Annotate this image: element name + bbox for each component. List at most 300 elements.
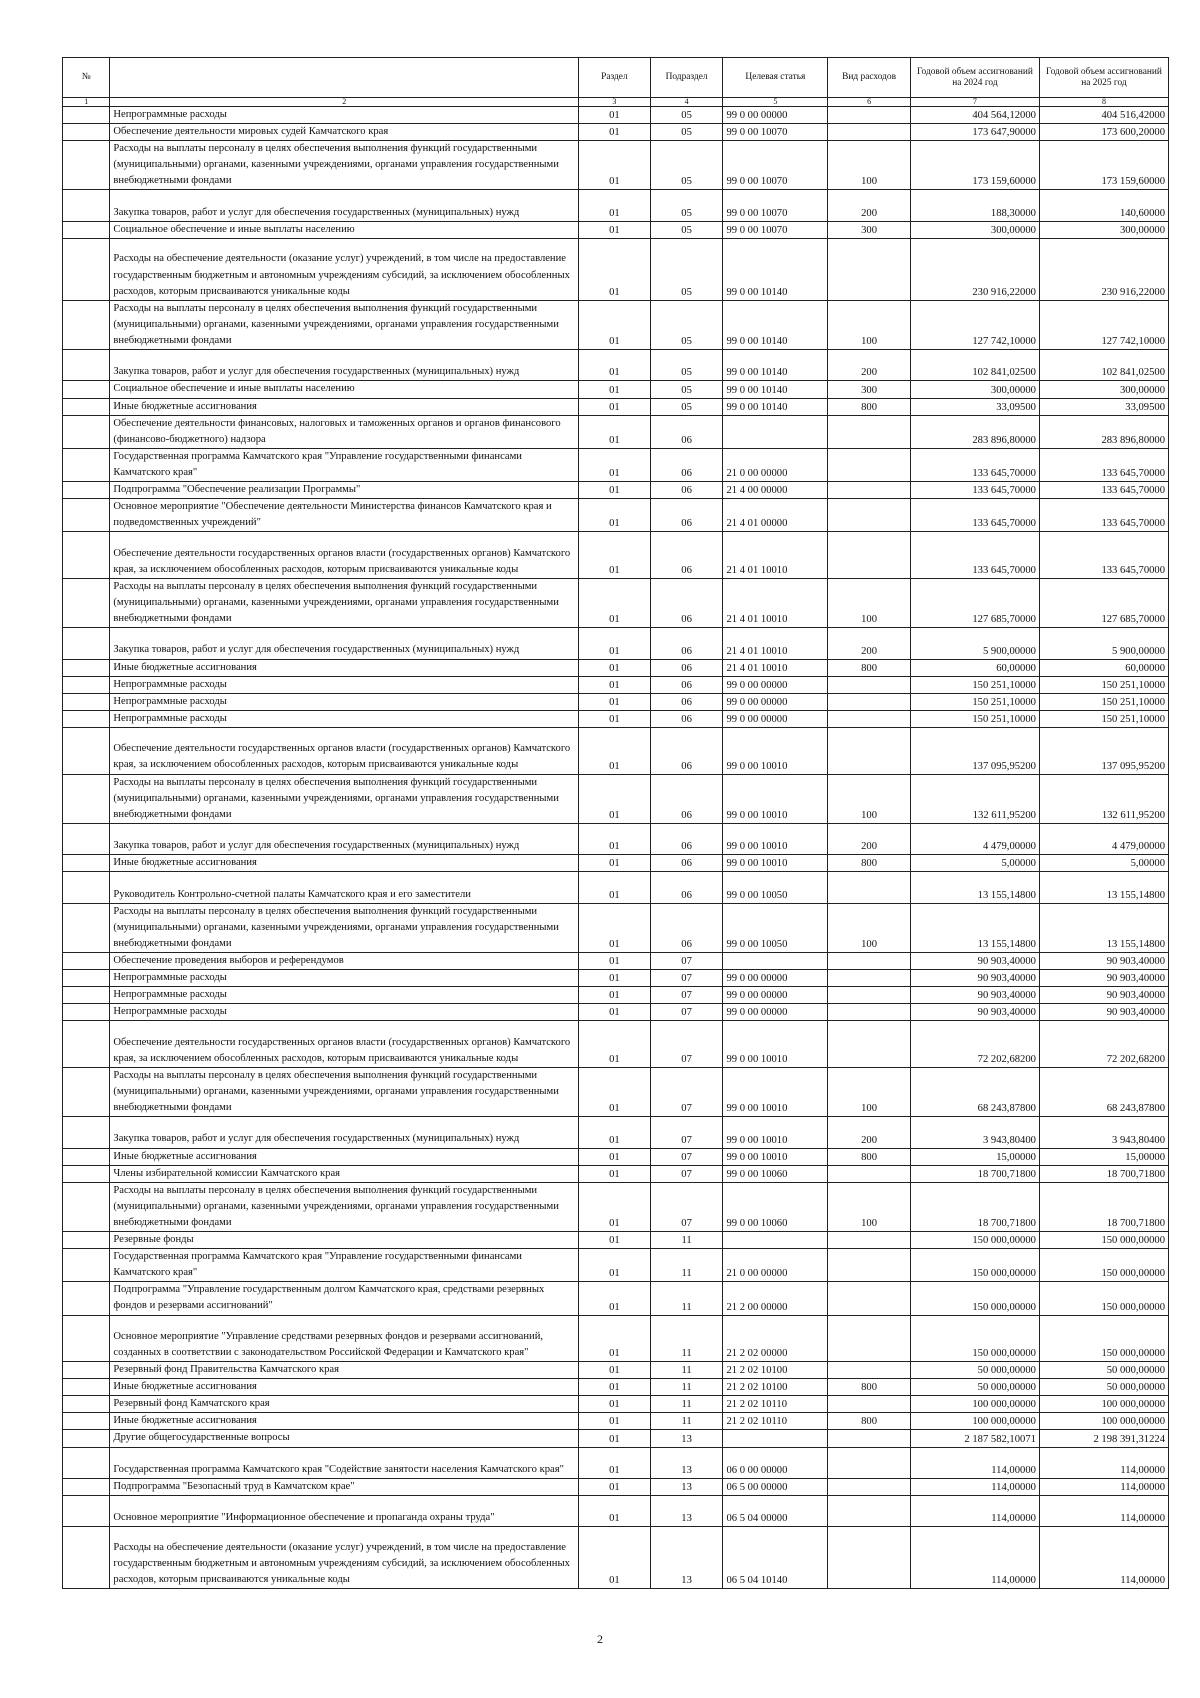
row-razdel: 01 (579, 903, 651, 952)
row-target-article: 06 5 04 00000 (723, 1496, 828, 1527)
row-expense-type (828, 1021, 911, 1068)
row-expense-type: 800 (828, 659, 911, 676)
row-expense-type (828, 710, 911, 727)
row-expense-type: 100 (828, 1067, 911, 1116)
row-number (63, 1430, 110, 1447)
row-allocation-2024: 173 647,90000 (910, 124, 1039, 141)
row-allocation-2025: 300,00000 (1039, 221, 1168, 238)
row-razdel: 01 (579, 499, 651, 532)
row-allocation-2025: 90 903,40000 (1039, 987, 1168, 1004)
row-podrazdel: 05 (650, 350, 723, 381)
row-podrazdel: 07 (650, 1165, 723, 1182)
row-podrazdel: 06 (650, 628, 723, 659)
row-razdel: 01 (579, 855, 651, 872)
table-row (63, 1413, 1169, 1430)
row-number (63, 1379, 110, 1396)
row-razdel: 01 (579, 1004, 651, 1021)
row-allocation-2025: 90 903,40000 (1039, 970, 1168, 987)
row-allocation-2024: 127 685,70000 (910, 578, 1039, 627)
table-row (63, 1282, 1169, 1315)
row-name: Расходы на выплаты персоналу в целях обеспечения выполнения функций государственными (муниципальными) органами, казенными учреждениями, органами управления государственными внебюджетными фондами (110, 1182, 579, 1231)
row-allocation-2025: 114,00000 (1039, 1478, 1168, 1495)
row-number (63, 1067, 110, 1116)
row-razdel: 01 (579, 107, 651, 124)
row-number (63, 676, 110, 693)
row-name: Расходы на выплаты персоналу в целях обеспечения выполнения функций государственными (муниципальными) органами, казенными учреждениями, органами управления государственными внебюджетными фондами (110, 578, 579, 627)
row-target-article: 99 0 00 10060 (723, 1165, 828, 1182)
table-row (63, 1067, 1169, 1116)
row-expense-type (828, 1478, 911, 1495)
row-allocation-2025: 13 155,14800 (1039, 903, 1168, 952)
row-allocation-2025: 283 896,80000 (1039, 415, 1168, 448)
row-name: Государственная программа Камчатского края "Управление государственными финансами Камчатского края" (110, 1249, 579, 1282)
row-allocation-2024: 15,00000 (910, 1148, 1039, 1165)
row-number (63, 872, 110, 903)
row-allocation-2025: 173 159,60000 (1039, 141, 1168, 190)
row-razdel: 01 (579, 1413, 651, 1430)
header-razdel: Раздел (579, 58, 651, 98)
row-name: Расходы на обеспечение деятельности (оказание услуг) учреждений, в том числе на предоставление государственным бюджетным и автономным учреждениям субсидий, за исключением обособленных расходов, которым присваиваются уникальные коды (110, 238, 579, 300)
table-row (63, 499, 1169, 532)
row-allocation-2025: 4 479,00000 (1039, 823, 1168, 854)
row-number (63, 727, 110, 774)
table-row (63, 1379, 1169, 1396)
row-allocation-2025: 127 742,10000 (1039, 300, 1168, 349)
row-target-article: 06 5 00 00000 (723, 1478, 828, 1495)
row-expense-type: 800 (828, 855, 911, 872)
row-name: Иные бюджетные ассигнования (110, 659, 579, 676)
table-row (63, 481, 1169, 498)
row-target-article: 99 0 00 00000 (723, 1004, 828, 1021)
row-target-article: 21 4 00 00000 (723, 481, 828, 498)
row-expense-type (828, 693, 911, 710)
row-allocation-2024: 3 943,80400 (910, 1117, 1039, 1148)
table-row (63, 190, 1169, 221)
table-row (63, 1527, 1169, 1589)
row-podrazdel: 06 (650, 727, 723, 774)
row-name: Обеспечение проведения выборов и референдумов (110, 952, 579, 969)
row-target-article: 06 0 00 00000 (723, 1447, 828, 1478)
row-allocation-2025: 150 251,10000 (1039, 710, 1168, 727)
row-razdel: 01 (579, 710, 651, 727)
row-podrazdel: 13 (650, 1447, 723, 1478)
row-expense-type: 300 (828, 221, 911, 238)
row-expense-type (828, 987, 911, 1004)
table-row (63, 1496, 1169, 1527)
row-allocation-2024: 114,00000 (910, 1496, 1039, 1527)
row-name: Иные бюджетные ассигнования (110, 1148, 579, 1165)
row-razdel: 01 (579, 190, 651, 221)
row-podrazdel: 06 (650, 693, 723, 710)
table-row (63, 710, 1169, 727)
row-name: Резервный фонд Камчатского края (110, 1396, 579, 1413)
row-allocation-2025: 13 155,14800 (1039, 872, 1168, 903)
row-allocation-2024: 137 095,95200 (910, 727, 1039, 774)
row-allocation-2025: 404 516,42000 (1039, 107, 1168, 124)
table-row (63, 1396, 1169, 1413)
row-number (63, 238, 110, 300)
row-name: Непрограммные расходы (110, 676, 579, 693)
table-row (63, 774, 1169, 823)
table-row (63, 398, 1169, 415)
row-allocation-2025: 15,00000 (1039, 1148, 1168, 1165)
table-row (63, 676, 1169, 693)
row-allocation-2025: 133 645,70000 (1039, 499, 1168, 532)
table-row (63, 300, 1169, 349)
row-allocation-2025: 18 700,71800 (1039, 1165, 1168, 1182)
header-target-article: Целевая статья (723, 58, 828, 98)
table-row (63, 1315, 1169, 1362)
row-razdel: 01 (579, 952, 651, 969)
row-podrazdel: 06 (650, 532, 723, 579)
header-number: № (63, 58, 110, 98)
row-number (63, 1478, 110, 1495)
row-razdel: 01 (579, 1315, 651, 1362)
row-target-article: 99 0 00 00000 (723, 987, 828, 1004)
row-target-article: 21 4 01 10010 (723, 578, 828, 627)
row-number (63, 1282, 110, 1315)
row-razdel: 01 (579, 481, 651, 498)
row-allocation-2024: 5 900,00000 (910, 628, 1039, 659)
row-number (63, 659, 110, 676)
row-razdel: 01 (579, 1496, 651, 1527)
row-razdel: 01 (579, 659, 651, 676)
row-podrazdel: 13 (650, 1430, 723, 1447)
row-razdel: 01 (579, 1165, 651, 1182)
row-podrazdel: 05 (650, 107, 723, 124)
header-podrazdel: Подраздел (650, 58, 723, 98)
row-expense-type (828, 872, 911, 903)
table-row (63, 1430, 1169, 1447)
table-row (63, 628, 1169, 659)
row-name: Расходы на обеспечение деятельности (оказание услуг) учреждений, в том числе на предоставление государственным бюджетным и автономным учреждениям субсидий, за исключением обособленных расходов, которым присваиваются уникальные коды (110, 1527, 579, 1589)
row-expense-type (828, 124, 911, 141)
row-allocation-2025: 68 243,87800 (1039, 1067, 1168, 1116)
row-allocation-2024: 150 000,00000 (910, 1232, 1039, 1249)
row-allocation-2025: 114,00000 (1039, 1496, 1168, 1527)
row-number (63, 415, 110, 448)
row-number (63, 300, 110, 349)
column-number: 6 (828, 98, 911, 107)
row-target-article: 06 5 04 10140 (723, 1527, 828, 1589)
row-podrazdel: 07 (650, 1117, 723, 1148)
row-allocation-2024: 127 742,10000 (910, 300, 1039, 349)
row-allocation-2024: 5,00000 (910, 855, 1039, 872)
row-allocation-2024: 150 000,00000 (910, 1282, 1039, 1315)
row-allocation-2024: 72 202,68200 (910, 1021, 1039, 1068)
row-target-article: 99 0 00 10070 (723, 221, 828, 238)
row-expense-type: 800 (828, 1379, 911, 1396)
row-allocation-2024: 114,00000 (910, 1447, 1039, 1478)
row-number (63, 1232, 110, 1249)
row-target-article (723, 1232, 828, 1249)
table-row (63, 1165, 1169, 1182)
row-target-article: 99 0 00 00000 (723, 107, 828, 124)
row-target-article (723, 415, 828, 448)
budget-table (62, 57, 1169, 1589)
row-number (63, 107, 110, 124)
row-target-article: 21 2 02 10110 (723, 1413, 828, 1430)
row-allocation-2025: 133 645,70000 (1039, 481, 1168, 498)
row-allocation-2024: 50 000,00000 (910, 1362, 1039, 1379)
table-row (63, 107, 1169, 124)
column-number: 8 (1039, 98, 1168, 107)
row-allocation-2024: 33,09500 (910, 398, 1039, 415)
row-name: Иные бюджетные ассигнования (110, 1379, 579, 1396)
row-podrazdel: 05 (650, 221, 723, 238)
row-allocation-2024: 114,00000 (910, 1527, 1039, 1589)
row-expense-type (828, 952, 911, 969)
row-razdel: 01 (579, 1182, 651, 1231)
row-expense-type: 100 (828, 578, 911, 627)
row-expense-type: 200 (828, 350, 911, 381)
row-expense-type: 100 (828, 300, 911, 349)
row-number (63, 774, 110, 823)
row-allocation-2024: 100 000,00000 (910, 1396, 1039, 1413)
row-expense-type (828, 1165, 911, 1182)
table-row (63, 448, 1169, 481)
row-podrazdel: 13 (650, 1496, 723, 1527)
row-podrazdel: 07 (650, 987, 723, 1004)
row-podrazdel: 05 (650, 190, 723, 221)
row-number (63, 1496, 110, 1527)
row-target-article: 21 2 00 00000 (723, 1282, 828, 1315)
row-razdel: 01 (579, 1478, 651, 1495)
row-podrazdel: 06 (650, 448, 723, 481)
row-allocation-2024: 13 155,14800 (910, 903, 1039, 952)
row-expense-type: 100 (828, 903, 911, 952)
row-razdel: 01 (579, 727, 651, 774)
row-expense-type: 200 (828, 823, 911, 854)
row-number (63, 1396, 110, 1413)
row-number (63, 499, 110, 532)
row-number (63, 124, 110, 141)
row-razdel: 01 (579, 1447, 651, 1478)
row-razdel: 01 (579, 1232, 651, 1249)
header-allocation-2024: Годовой объем ассигнований на 2024 год (910, 58, 1039, 98)
row-number (63, 855, 110, 872)
table-row (63, 578, 1169, 627)
row-allocation-2025: 133 645,70000 (1039, 448, 1168, 481)
row-name: Закупка товаров, работ и услуг для обеспечения государственных (муниципальных) нужд (110, 190, 579, 221)
row-podrazdel: 07 (650, 1148, 723, 1165)
table-row (63, 903, 1169, 952)
row-allocation-2025: 5,00000 (1039, 855, 1168, 872)
row-target-article: 21 4 01 10010 (723, 628, 828, 659)
row-target-article: 21 0 00 00000 (723, 1249, 828, 1282)
table-row (63, 532, 1169, 579)
table-row (63, 1117, 1169, 1148)
row-allocation-2025: 100 000,00000 (1039, 1413, 1168, 1430)
header-name (110, 58, 579, 98)
table-row (63, 659, 1169, 676)
table-row (63, 987, 1169, 1004)
row-allocation-2024: 188,30000 (910, 190, 1039, 221)
table-row (63, 855, 1169, 872)
row-target-article: 99 0 00 00000 (723, 710, 828, 727)
row-razdel: 01 (579, 300, 651, 349)
row-expense-type (828, 1362, 911, 1379)
row-target-article: 99 0 00 10140 (723, 381, 828, 398)
row-podrazdel: 05 (650, 124, 723, 141)
row-allocation-2024: 4 479,00000 (910, 823, 1039, 854)
row-allocation-2024: 150 000,00000 (910, 1315, 1039, 1362)
row-allocation-2024: 102 841,02500 (910, 350, 1039, 381)
row-name: Иные бюджетные ассигнования (110, 1413, 579, 1430)
row-allocation-2024: 150 251,10000 (910, 693, 1039, 710)
table-body (63, 107, 1169, 1589)
column-number: 2 (110, 98, 579, 107)
row-allocation-2024: 150 251,10000 (910, 676, 1039, 693)
row-expense-type: 200 (828, 190, 911, 221)
row-allocation-2025: 127 685,70000 (1039, 578, 1168, 627)
row-expense-type (828, 1249, 911, 1282)
table-row (63, 141, 1169, 190)
row-expense-type (828, 448, 911, 481)
row-number (63, 381, 110, 398)
row-name: Расходы на выплаты персоналу в целях обеспечения выполнения функций государственными (муниципальными) органами, казенными учреждениями, органами управления государственными внебюджетными фондами (110, 774, 579, 823)
row-podrazdel: 06 (650, 659, 723, 676)
row-name: Члены избирательной комиссии Камчатского края (110, 1165, 579, 1182)
row-allocation-2024: 150 000,00000 (910, 1249, 1039, 1282)
row-allocation-2025: 5 900,00000 (1039, 628, 1168, 659)
row-name: Подпрограмма "Безопасный труд в Камчатском крае" (110, 1478, 579, 1495)
row-razdel: 01 (579, 1021, 651, 1068)
row-podrazdel: 05 (650, 381, 723, 398)
row-expense-type: 300 (828, 381, 911, 398)
row-allocation-2024: 68 243,87800 (910, 1067, 1039, 1116)
table-row (63, 727, 1169, 774)
row-expense-type (828, 1496, 911, 1527)
row-podrazdel: 13 (650, 1478, 723, 1495)
row-target-article: 99 0 00 00000 (723, 693, 828, 710)
row-allocation-2024: 133 645,70000 (910, 532, 1039, 579)
row-expense-type (828, 1396, 911, 1413)
row-razdel: 01 (579, 676, 651, 693)
header-expense-type: Вид расходов (828, 58, 911, 98)
row-podrazdel: 05 (650, 238, 723, 300)
row-allocation-2025: 114,00000 (1039, 1447, 1168, 1478)
row-number (63, 1004, 110, 1021)
row-expense-type (828, 1282, 911, 1315)
row-razdel: 01 (579, 221, 651, 238)
row-target-article: 21 4 01 00000 (723, 499, 828, 532)
row-expense-type (828, 1315, 911, 1362)
row-expense-type (828, 238, 911, 300)
table-row (63, 1182, 1169, 1231)
row-name: Иные бюджетные ассигнования (110, 398, 579, 415)
row-expense-type: 100 (828, 774, 911, 823)
table-row (63, 1362, 1169, 1379)
row-podrazdel: 06 (650, 872, 723, 903)
row-podrazdel: 11 (650, 1379, 723, 1396)
row-podrazdel: 07 (650, 1182, 723, 1231)
row-podrazdel: 05 (650, 141, 723, 190)
table-row (63, 1021, 1169, 1068)
row-name: Другие общегосударственные вопросы (110, 1430, 579, 1447)
row-name: Руководитель Контрольно-счетной палаты Камчатского края и его заместители (110, 872, 579, 903)
row-name: Обеспечение деятельности государственных органов власти (государственных органов) Камчатского края, за исключением обособленных расходов, которым присваиваются уникальные коды (110, 727, 579, 774)
row-razdel: 01 (579, 872, 651, 903)
row-target-article: 99 0 00 10010 (723, 1021, 828, 1068)
table-row (63, 1232, 1169, 1249)
row-allocation-2025: 150 000,00000 (1039, 1282, 1168, 1315)
row-number (63, 1527, 110, 1589)
row-target-article: 21 4 01 10010 (723, 532, 828, 579)
row-allocation-2025: 60,00000 (1039, 659, 1168, 676)
row-podrazdel: 13 (650, 1527, 723, 1589)
row-number (63, 1315, 110, 1362)
row-razdel: 01 (579, 1430, 651, 1447)
row-razdel: 01 (579, 1148, 651, 1165)
row-name: Закупка товаров, работ и услуг для обеспечения государственных (муниципальных) нужд (110, 350, 579, 381)
row-allocation-2024: 133 645,70000 (910, 499, 1039, 532)
row-expense-type (828, 107, 911, 124)
row-name: Непрограммные расходы (110, 710, 579, 727)
table-row (63, 1148, 1169, 1165)
row-name: Обеспечение деятельности мировых судей Камчатского края (110, 124, 579, 141)
row-allocation-2025: 18 700,71800 (1039, 1182, 1168, 1231)
row-target-article: 99 0 00 00000 (723, 970, 828, 987)
row-allocation-2025: 50 000,00000 (1039, 1379, 1168, 1396)
row-expense-type: 800 (828, 1148, 911, 1165)
row-number (63, 903, 110, 952)
row-allocation-2025: 102 841,02500 (1039, 350, 1168, 381)
row-allocation-2025: 100 000,00000 (1039, 1396, 1168, 1413)
row-podrazdel: 07 (650, 952, 723, 969)
row-expense-type (828, 727, 911, 774)
row-allocation-2024: 50 000,00000 (910, 1379, 1039, 1396)
row-allocation-2024: 90 903,40000 (910, 987, 1039, 1004)
row-name: Обеспечение деятельности государственных органов власти (государственных органов) Камчатского края, за исключением обособленных расходов, которым присваиваются уникальные коды (110, 532, 579, 579)
row-allocation-2025: 150 000,00000 (1039, 1232, 1168, 1249)
row-target-article: 21 2 02 10100 (723, 1362, 828, 1379)
row-target-article: 21 4 01 10010 (723, 659, 828, 676)
row-name: Социальное обеспечение и иные выплаты населению (110, 381, 579, 398)
row-target-article: 99 0 00 00000 (723, 676, 828, 693)
row-number (63, 1148, 110, 1165)
row-allocation-2024: 132 611,95200 (910, 774, 1039, 823)
row-allocation-2024: 404 564,12000 (910, 107, 1039, 124)
row-target-article: 99 0 00 10010 (723, 823, 828, 854)
table-header-row (63, 58, 1169, 98)
row-allocation-2025: 33,09500 (1039, 398, 1168, 415)
row-name: Непрограммные расходы (110, 970, 579, 987)
row-target-article: 21 2 02 10110 (723, 1396, 828, 1413)
row-target-article: 99 0 00 10050 (723, 903, 828, 952)
row-number (63, 398, 110, 415)
row-allocation-2024: 13 155,14800 (910, 872, 1039, 903)
row-target-article: 21 2 02 00000 (723, 1315, 828, 1362)
row-name: Государственная программа Камчатского края "Содействие занятости населения Камчатского края" (110, 1447, 579, 1478)
row-target-article: 99 0 00 10010 (723, 1148, 828, 1165)
row-number (63, 987, 110, 1004)
table-row (63, 1447, 1169, 1478)
row-allocation-2025: 72 202,68200 (1039, 1021, 1168, 1068)
row-number (63, 141, 110, 190)
row-target-article: 99 0 00 10070 (723, 141, 828, 190)
table-row (63, 1004, 1169, 1021)
row-number (63, 532, 110, 579)
table-row (63, 124, 1169, 141)
row-podrazdel: 06 (650, 578, 723, 627)
row-number (63, 952, 110, 969)
row-allocation-2024: 18 700,71800 (910, 1182, 1039, 1231)
row-allocation-2025: 150 251,10000 (1039, 676, 1168, 693)
row-razdel: 01 (579, 124, 651, 141)
row-razdel: 01 (579, 532, 651, 579)
row-target-article: 99 0 00 10070 (723, 190, 828, 221)
